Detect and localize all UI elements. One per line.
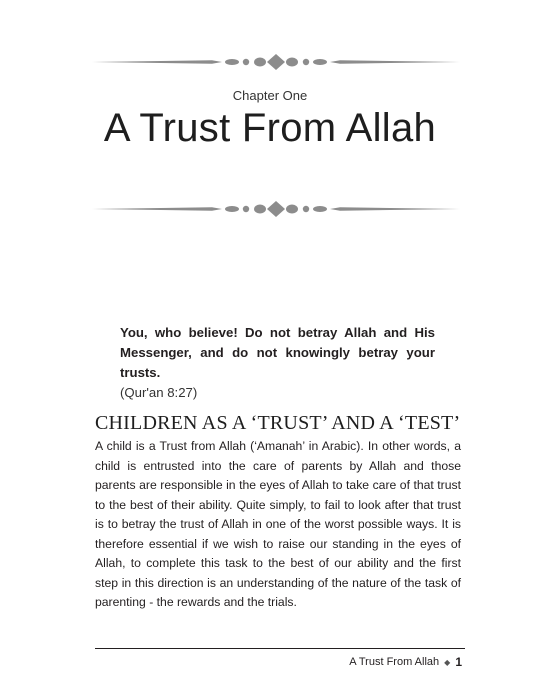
- decorative-divider-bottom: [92, 199, 460, 219]
- chapter-label: Chapter One: [232, 88, 308, 103]
- page-number: 1: [455, 655, 462, 669]
- page-footer: [349, 655, 462, 669]
- chapter-title: A Trust From Allah: [103, 106, 437, 150]
- epigraph-quote: [120, 323, 435, 403]
- quote-reference: (Qur'an 8:27): [120, 385, 198, 400]
- decorative-divider-top: [92, 52, 460, 72]
- footer-rule: [95, 648, 465, 649]
- body-paragraph: A child is a Trust from Allah (‘Amanah’ in Arabic). In other words, a child is entrusted into the care of parents by Allah and those parents are responsible in the eyes of Allah to take care of that trust to the best of their ability. Quite simply, to fail to look after that trust is to betray the trust of Allah in one of the worst possible ways. It is therefore essential if we wish to raise our standing in the eyes of Allah, to complete this task to the best of our ability and the first step in this direction is an understanding of the nature of the task of parenting - the rewards and the trials.: [95, 439, 461, 609]
- diamond-separator-icon: ◆: [444, 657, 451, 667]
- section-heading: CHILDREN AS A ‘TRUST’ AND A ‘TEST’: [95, 412, 461, 434]
- running-title: A Trust From Allah: [349, 656, 440, 668]
- quote-text: You, who believe! Do not betray Allah and His Messenger, and do not knowingly betray your trusts.: [120, 325, 435, 380]
